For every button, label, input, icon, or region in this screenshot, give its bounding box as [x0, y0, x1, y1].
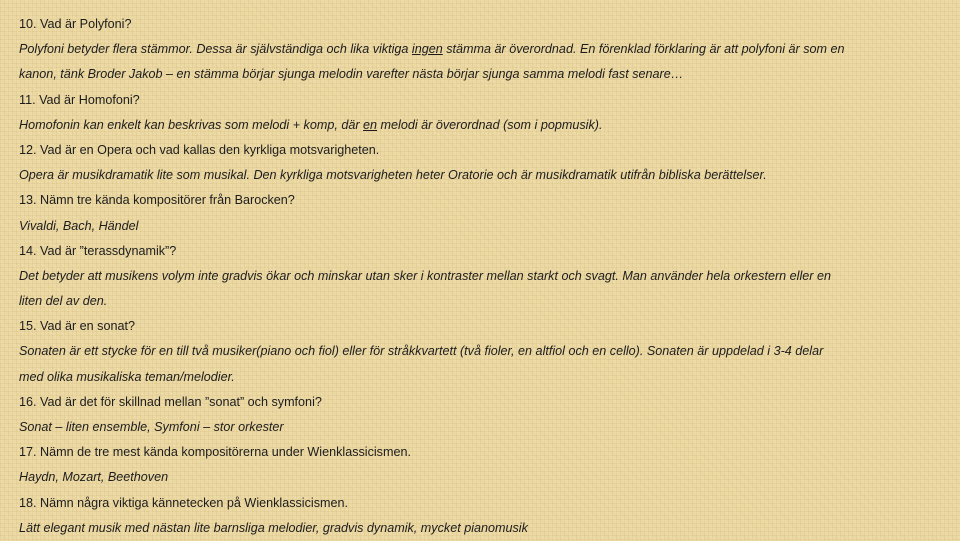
- answer-text: Lätt elegant musik med nästan lite barnsliga melodier, gradvis dynamik, mycket pianomusik: [19, 520, 528, 535]
- answer-text: liten del av den.: [19, 294, 108, 309]
- answer-text: [19, 37, 949, 62]
- question-text: 14. Vad är ”terassdynamik”?: [19, 243, 177, 258]
- answer-text-segment: melodi är överordnad (som i popmusik).: [377, 117, 603, 132]
- question-text: 18. Nämn några viktiga kännetecken på Wienklassicismen.: [19, 495, 348, 510]
- slide-content: [19, 12, 949, 541]
- question-text: 16. Vad är det för skillnad mellan ”sonat” och symfoni?: [19, 394, 322, 409]
- answer-text: Det betyder att musikens volym inte gradvis ökar och minskar utan sker i kontraster mellan starkt och svagt. Man använder hela orkestern eller en: [19, 268, 831, 283]
- question-text: 15. Vad är en sonat?: [19, 319, 135, 334]
- question-text: 13. Nämn tre kända kompositörer från Barocken?: [19, 193, 295, 208]
- answer-text: [19, 113, 949, 138]
- answer-text: Haydn, Mozart, Beethoven: [19, 470, 169, 485]
- answer-text: kanon, tänk Broder Jakob – en stämma börjar sjunga melodin varefter nästa börjar sjunga samma melodi fast senare…: [19, 67, 684, 82]
- answer-text-segment: Homofonin kan enkelt kan beskrivas som melodi + komp, där: [19, 117, 364, 132]
- question-text: 11. Vad är Homofoni?: [19, 92, 140, 107]
- answer-text-segment: Polyfoni betyder flera stämmor. Dessa är självständiga och lika viktiga: [19, 42, 412, 57]
- underlined-word: ingen: [411, 42, 443, 57]
- answer-text: Sonat – liten ensemble, Symfoni – stor orkester: [19, 420, 284, 434]
- answer-text: Vivaldi, Bach, Händel: [19, 218, 139, 233]
- question-text: 10. Vad är Polyfoni?: [19, 17, 132, 31]
- answer-text: Sonaten är ett stycke för en till två musiker(piano och fiol) eller för stråkkvartett (två fioler, en altfiol och en cello). Sonaten är uppdelad i 3-4 delar: [19, 344, 824, 359]
- question-text: 17. Nämn de tre mest kända kompositörerna under Wienklassicismen.: [19, 445, 411, 460]
- underlined-word: en: [363, 117, 378, 132]
- answer-text: med olika musikaliska teman/melodier.: [19, 369, 235, 384]
- question-text: 12. Vad är en Opera och vad kallas den kyrkliga motsvarigheten.: [19, 142, 380, 157]
- answer-text-segment: stämma är överordnad. En förenklad förklaring är att polyfoni är som en: [442, 42, 845, 57]
- answer-text: Opera är musikdramatik lite som musikal. Den kyrkliga motsvarigheten heter Oratorie och är musikdramatik utifrån bibliska berättelser.: [19, 168, 767, 183]
